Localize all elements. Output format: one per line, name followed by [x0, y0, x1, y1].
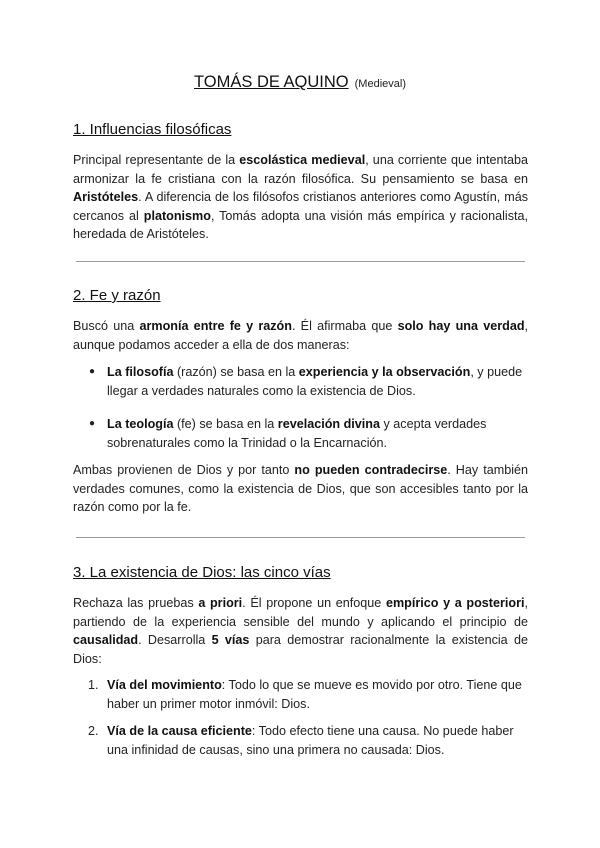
bold-term: solo hay una verdad — [397, 319, 525, 333]
text-run: , una corriente que intentaba armonizar la fe cristiana con la razón filosófica. Su pensamiento se basa en — [73, 153, 528, 186]
list-number: 1. — [88, 678, 99, 692]
section-1-paragraph — [73, 151, 528, 244]
section-divider — [76, 261, 525, 262]
page-title: TOMÁS DE AQUINO — [194, 73, 349, 91]
text-run: (fe) se basa en la — [173, 417, 278, 431]
bold-term: no pueden contradecirse — [294, 463, 448, 477]
text-run: y acepta verdades sobrenaturales como la Trinidad o la Encarnación. — [107, 417, 487, 450]
bold-term: La filosofía — [107, 365, 174, 379]
section-3-heading: 3. La existencia de Dios: las cinco vías — [73, 564, 331, 581]
bullet-item-teologia — [89, 415, 527, 452]
text-run: , y puede llegar a verdades naturales como la existencia de Dios. — [107, 365, 523, 398]
text-run: Ambas provienen de Dios y por tanto — [73, 463, 295, 477]
numbered-item-via-movimiento — [88, 676, 527, 713]
text-run: . Desarrolla — [138, 633, 212, 647]
bold-term: causalidad — [73, 633, 139, 647]
text-run: , partiendo de la experiencia sensible del mundo y aplicando el principio de — [73, 596, 529, 629]
text-run: . Él propone un enfoque — [242, 596, 386, 610]
title-row — [0, 73, 600, 92]
bold-term: experiencia y la observación — [298, 365, 471, 379]
text-run: : Todo lo que se mueve es movido por otro. Tiene que haber un primer motor inmóvil: Dios. — [107, 678, 522, 711]
bold-term: Aristóteles — [73, 190, 139, 204]
text-run: Principal representante de la — [73, 153, 240, 167]
bold-term: La teología — [107, 417, 174, 431]
bold-term: armonía entre fe y razón — [139, 319, 292, 333]
bold-term: a priori — [198, 596, 243, 610]
bold-term: Vía de la causa eficiente — [107, 724, 252, 738]
section-divider — [76, 537, 525, 538]
bold-term: Vía del movimiento — [107, 678, 222, 692]
list-number: 2. — [88, 724, 99, 738]
numbered-item-via-causa-eficiente — [88, 722, 527, 759]
bold-term: escolástica medieval — [239, 153, 366, 167]
section-2-intro-paragraph — [73, 317, 528, 354]
bullet-dot-icon: ● — [89, 418, 96, 429]
bold-term: 5 vías — [211, 633, 250, 647]
section-1-heading: 1. Influencias filosóficas — [73, 121, 232, 138]
text-run: (razón) se basa en la — [173, 365, 299, 379]
section-3-intro-paragraph — [73, 594, 528, 668]
text-run: : Todo efecto tiene una causa. No puede haber una infinidad de causas, sino una primera no causada: Dios. — [107, 724, 514, 757]
section-2-heading: 2. Fe y razón — [73, 287, 161, 304]
text-run: , Tomás adopta una visión más empírica y racionalista, heredada de Aristóteles. — [73, 208, 528, 241]
text-run: Buscó una — [73, 319, 140, 333]
text-run: para demostrar racionalmente la existencia de Dios: — [73, 633, 528, 666]
text-run: . Hay también verdades comunes, como la existencia de Dios, que son accesibles tanto por la razón como por la fe. — [73, 463, 529, 514]
bold-term: platonismo — [143, 208, 211, 223]
text-run: Rechaza las pruebas — [73, 596, 199, 610]
title-period-tag: (Medieval) — [354, 78, 406, 90]
text-run: . Él afirmaba que — [291, 319, 398, 333]
text-run: , aunque podamos acceder a ella de dos maneras: — [73, 319, 529, 352]
text-run: . A diferencia de los filósofos cristianos anteriores como Agustín, más cercanos al — [73, 190, 528, 223]
section-2-closing-paragraph — [73, 461, 528, 517]
bullet-item-filosofia — [89, 363, 527, 400]
bold-term: revelación divina — [277, 417, 380, 431]
bullet-dot-icon: ● — [89, 366, 96, 377]
bold-term: empírico y a posteriori — [385, 596, 525, 610]
